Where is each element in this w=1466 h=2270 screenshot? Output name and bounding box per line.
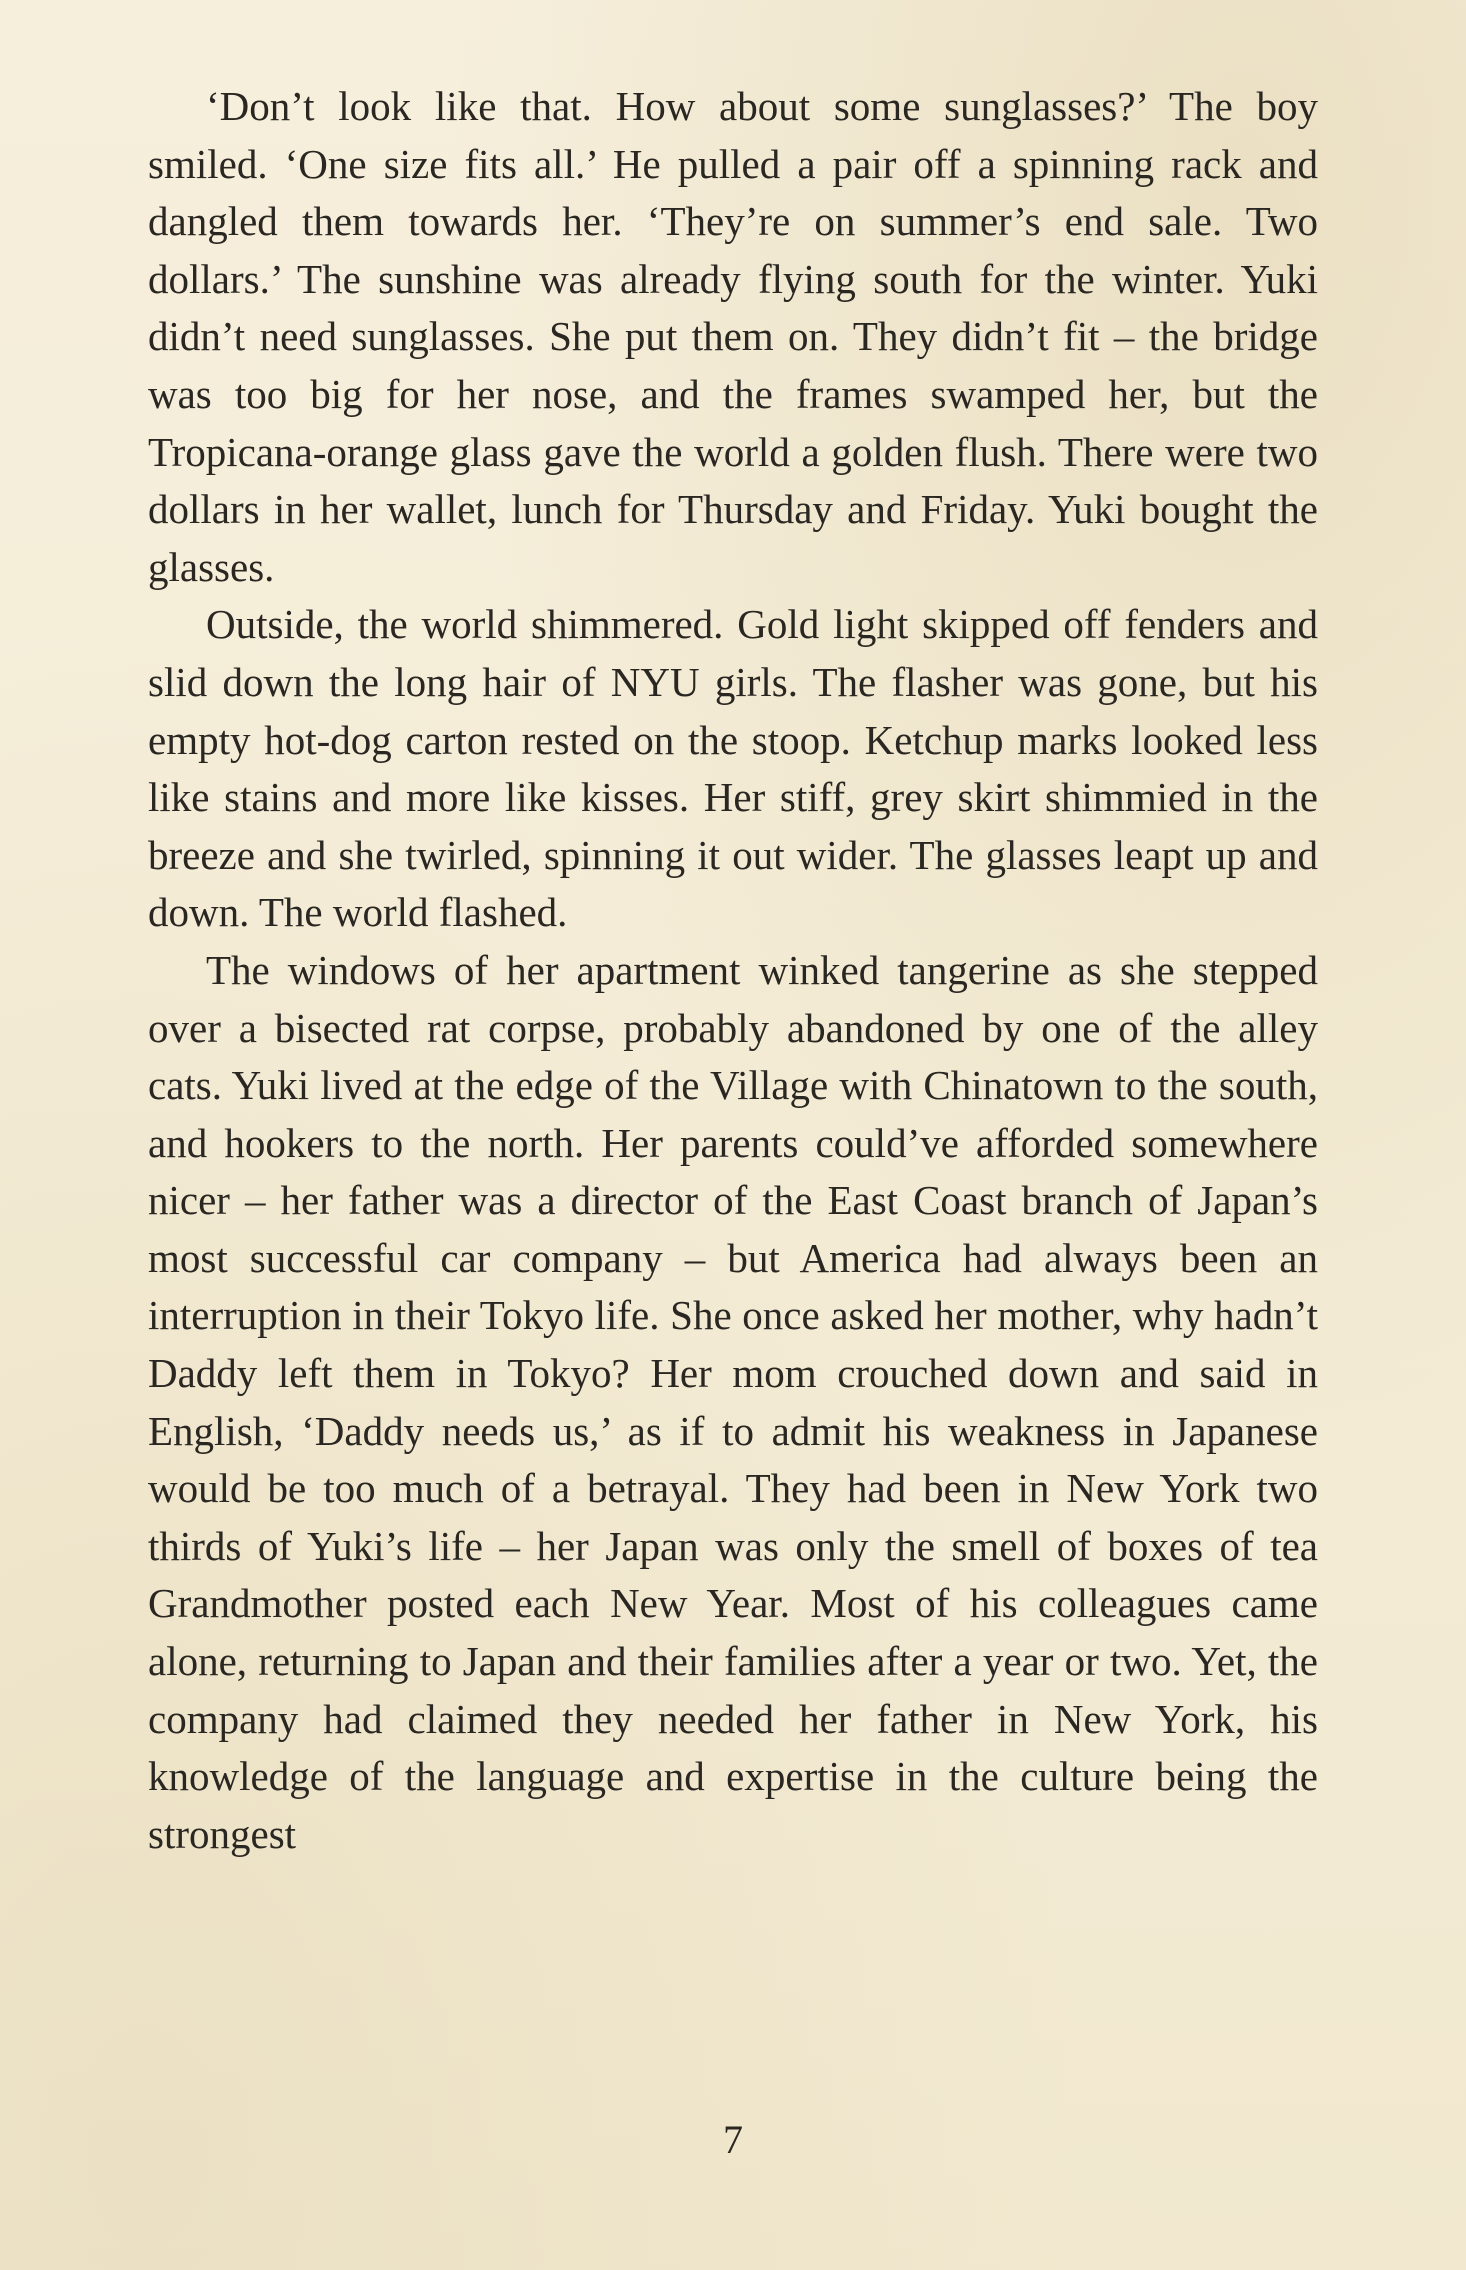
paragraph-outside: Outside, the world shimmered. Gold light skipped off fenders and slid down the long hair of NYU girls. The flasher was gone, but his empty hot-dog carton rested on the stoop. Ketchup marks looked less like stains and more like kisses. Her stiff, grey skirt shimmied in the breeze and she twirled, spinning it out wider. The glasses leapt up and down. The world flashed.	[148, 601, 1318, 936]
page-number: 7	[723, 2117, 743, 2162]
paragraph-apartment: The windows of her apartment winked tangerine as she stepped over a bisected rat corpse, probably abandoned by one of the alley cats. Yuki lived at the edge of the Village with Chinatown to the south, and hookers to the north. Her parents could’ve afforded somewhere nicer – her father was a director of the East Coast branch of Japan’s most successful car company – but America had always been an interruption in their Tokyo life. She once asked her mother, why hadn’t Daddy left them in Tokyo? Her mom crouched down and said in English, ‘Daddy needs us,’ as if to admit his weakness in Japanese would be too much of a betrayal. They had been in New York two thirds of Yuki’s life – her Japan was only the smell of boxes of tea Grandmother posted each New Year. Most of his colleagues came alone, returning to Japan and their families after a year or two. Yet, the company had claimed they needed her father in New York, his knowledge of the language and expertise in the culture being the strongest	[148, 946, 1318, 1857]
body-text	[148, 78, 1318, 1863]
paragraph-sunglasses: ‘Don’t look like that. How about some sunglasses?’ The boy smiled. ‘One size fits all.’ He pulled a pair off a spinning rack and dangled them towards her. ‘They’re on summer’s end sale. Two dollars.’ The sunshine was already flying south for the winter. Yuki didn’t need sunglasses. She put them on. They didn’t fit – the bridge was too big for her nose, and the frames swamped her, but the Tropicana-orange glass gave the world a golden flush. There were two dollars in her wallet, lunch for Thursday and Friday. Yuki bought the glasses.	[148, 83, 1318, 590]
